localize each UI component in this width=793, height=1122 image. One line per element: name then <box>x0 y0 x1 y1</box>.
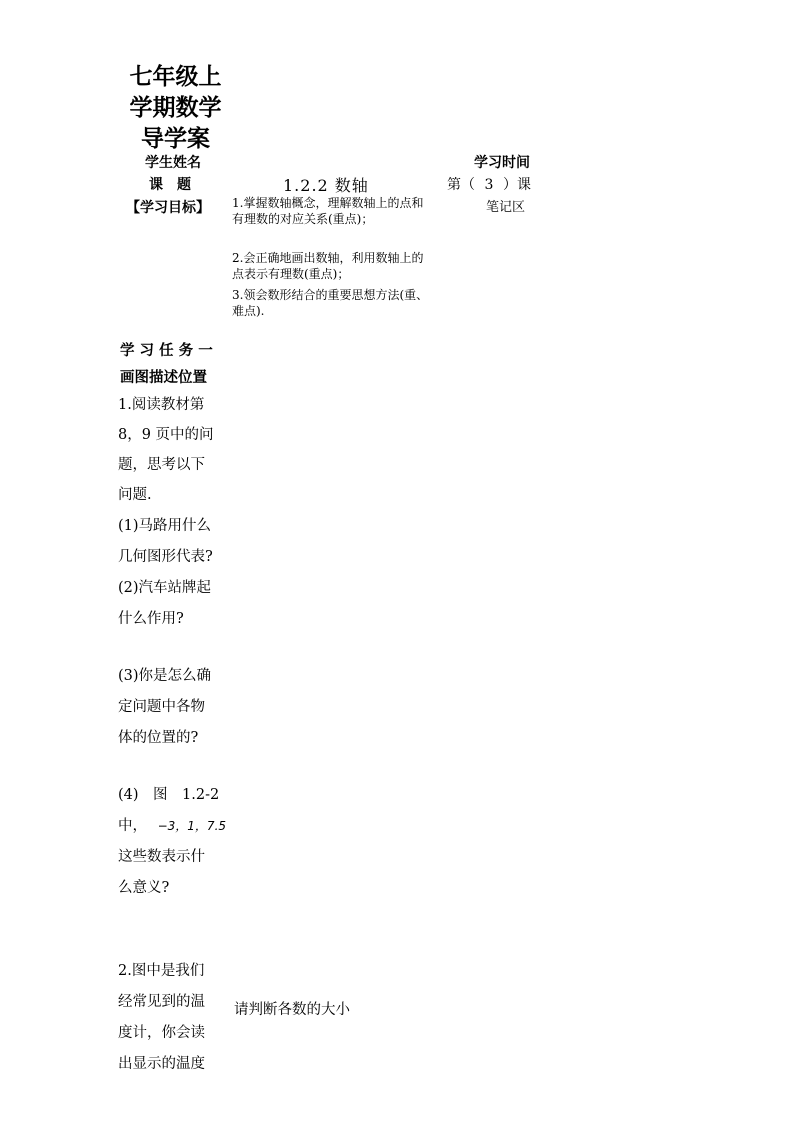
goal-1: 1.掌握数轴概念，理解数轴上的点和有理数的对应关系(重点)； <box>232 196 424 226</box>
lesson-number: 3 <box>484 177 494 193</box>
task-line: 1.阅读教材第 <box>118 397 205 413</box>
student-name-label: 学生姓名 <box>145 155 201 171</box>
math-values: −3，1，7.5 <box>157 819 227 833</box>
task-line: 这些数表示什 <box>118 849 205 865</box>
task-line: 2.图中是我们 <box>118 963 205 979</box>
task-line: 体的位置的? <box>118 730 199 746</box>
goal-3: 3.领会数形结合的重要思想方法(重、难点). <box>232 288 429 318</box>
lesson-prefix: 第（ <box>447 177 475 193</box>
task-line: 什么作用? <box>118 611 184 627</box>
task-line: 么意义? <box>118 880 170 896</box>
task-line: 定问题中各物 <box>118 699 205 715</box>
task-line: 出显示的温度 <box>118 1056 205 1072</box>
task-line: (4) 图 1.2-2 <box>118 787 220 803</box>
side-note: 请判断各数的大小 <box>234 1002 350 1018</box>
task-line: 题，思考以下 <box>118 457 205 473</box>
task-line-prefix: 中， <box>118 818 147 834</box>
task-line: (2)汽车站牌起 <box>118 580 212 596</box>
task-subheading: 画图描述位置 <box>120 370 207 386</box>
lesson-suffix: ）课 <box>503 177 531 193</box>
title-line-3: 导学案 <box>141 126 210 152</box>
task-line: (1)马路用什么 <box>118 518 212 534</box>
notes-label: 笔记区 <box>486 200 526 215</box>
task-heading: 学 习 任 务 一 <box>120 343 213 359</box>
task-line-with-math <box>118 811 238 842</box>
goal-2: 2.会正确地画出数轴，利用数轴上的点表示有理数(重点)； <box>232 251 424 281</box>
goals-label: 【学习目标】 <box>126 200 210 216</box>
topic-label: 课 题 <box>149 177 191 193</box>
study-time-label: 学习时间 <box>474 155 530 171</box>
title-line-2: 学期数学 <box>129 95 222 121</box>
task-line: (3)你是怎么确 <box>118 668 212 684</box>
topic-value: 1.2.2 数轴 <box>283 176 369 195</box>
task-line: 8，9 页中的问 <box>118 427 214 443</box>
task-line: 度计，你会读 <box>118 1025 205 1041</box>
task-line: 问题. <box>118 487 152 503</box>
lesson-indicator <box>447 174 531 194</box>
title-line-1: 七年级上 <box>129 64 222 90</box>
task-line: 几何图形代表? <box>118 549 213 565</box>
task-line: 经常见到的温 <box>118 994 205 1010</box>
